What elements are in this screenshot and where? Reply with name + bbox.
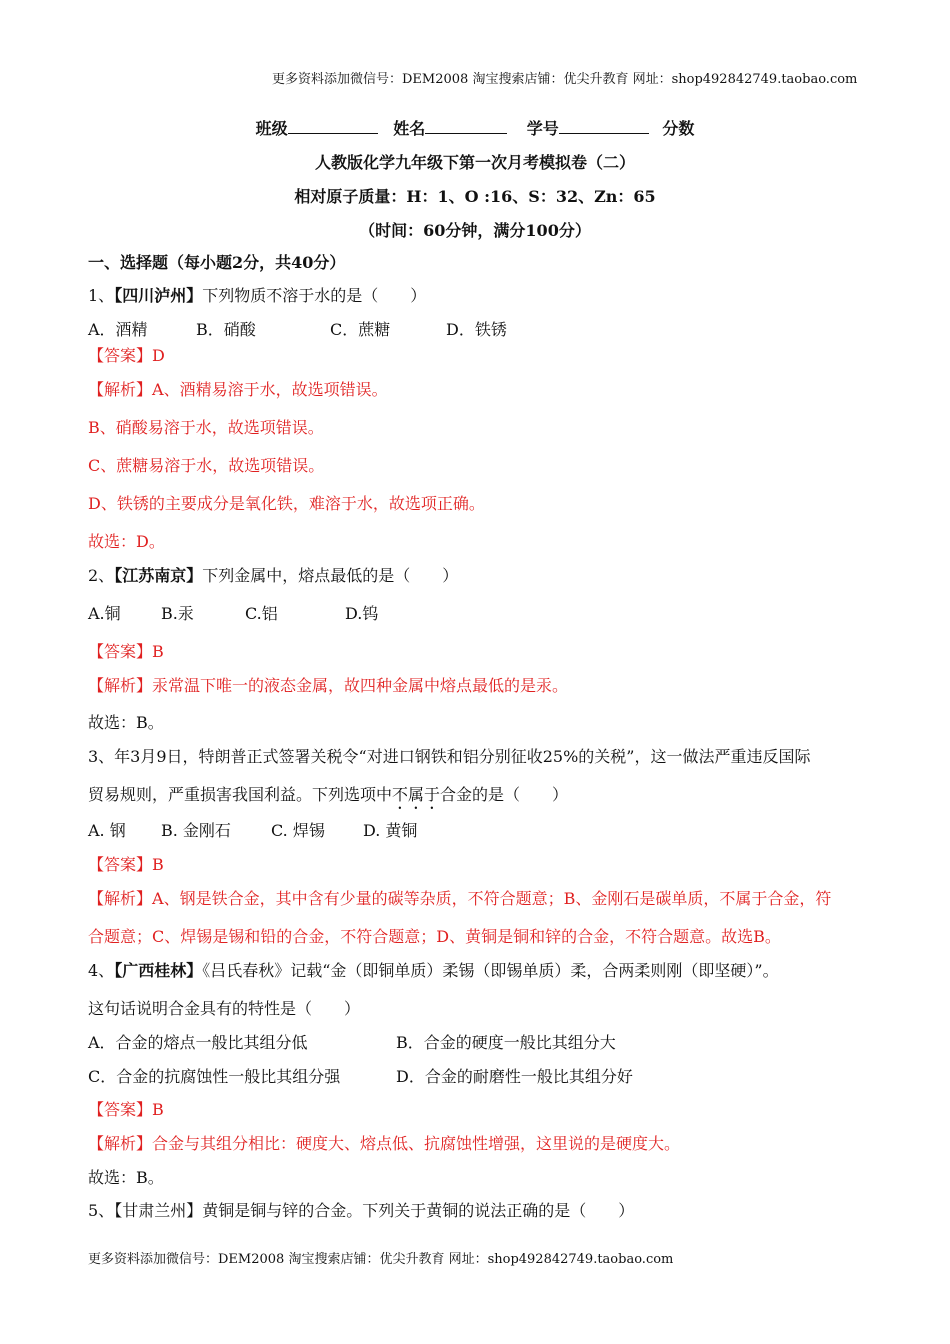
emphasis-text: 不属于	[392, 785, 441, 804]
question-source: 【四川泸州】	[114, 286, 203, 305]
time-line: （时间：60分钟，满分100分）	[359, 221, 591, 240]
question-3-line-2	[88, 784, 568, 813]
option-d: D. 黄铜	[363, 821, 418, 840]
option-b: B．合金的硬度一般比其组分大	[396, 1033, 616, 1052]
name-blank[interactable]	[425, 119, 507, 134]
answer-1	[88, 345, 165, 367]
question-number: 1、	[88, 286, 115, 305]
question-source: 【江苏南京】	[114, 566, 203, 585]
option-d: D.钨	[345, 604, 379, 623]
question-3-options	[88, 820, 417, 842]
class-label: 班级	[255, 119, 288, 138]
footer-note: 更多资料添加微信号：DEM2008 淘宝搜索店铺：优尖升教育 网址：shop492842749.taobao.com	[88, 1252, 674, 1267]
option-b: B．硝酸	[196, 320, 256, 339]
option-b: B. 金刚石	[161, 821, 231, 840]
question-4	[88, 960, 779, 982]
question-2-options	[88, 603, 378, 625]
answer-value: D	[152, 346, 165, 365]
score-label: 分数	[662, 119, 695, 138]
choose-1: 故选：D。	[88, 532, 165, 551]
question-4-line-2: 这句话说明合金具有的特性是（ ）	[88, 999, 361, 1018]
id-blank[interactable]	[559, 119, 649, 134]
option-c: C．蔗糖	[330, 320, 391, 339]
answer-4	[88, 1099, 164, 1121]
question-stem: 黄铜是铜与锌的合金。下列关于黄铜的说法正确的是（ ）	[202, 1201, 635, 1220]
question-number: 5、	[88, 1201, 115, 1220]
answer-value: B	[152, 855, 164, 874]
answer-tag: 【答案】	[88, 1100, 153, 1119]
answer-value: B	[152, 1100, 164, 1119]
analysis-tag: 【解析】	[88, 1134, 153, 1153]
question-stem: 下列物质不溶于水的是（ ）	[202, 286, 427, 305]
option-a: A．合金的熔点一般比其组分低	[88, 1033, 308, 1052]
option-c: C.铝	[245, 604, 278, 623]
analysis-1-b: B、硝酸易溶于水，故选项错误。	[88, 418, 324, 437]
question-2	[88, 565, 458, 587]
choose-4: 故选：B。	[88, 1168, 164, 1187]
analysis-3-b: 合题意；C、焊锡是锡和铅的合金，不符合题意；D、黄铜是铜和锌的合金，不符合题意。故选B。	[88, 927, 781, 946]
option-c: C．合金的抗腐蚀性一般比其组分强	[88, 1067, 341, 1086]
question-5	[88, 1200, 634, 1222]
question-stem: 下列金属中，熔点最低的是（ ）	[202, 566, 459, 585]
question-4-options-ab	[88, 1032, 616, 1054]
option-a: A.铜	[88, 604, 121, 623]
analysis-text: 合金与其组分相比：硬度大、熔点低、抗腐蚀性增强，这里说的是硬度大。	[152, 1134, 681, 1153]
choose-2: 故选：B。	[88, 713, 164, 732]
question-number: 2、	[88, 566, 115, 585]
atomic-mass-line: 相对原子质量：H：1、O :16、S：32、Zn：65	[294, 187, 656, 206]
section-heading: 一、选择题（每小题2分，共40分）	[88, 253, 346, 272]
question-source: 【甘肃兰州】	[114, 1201, 203, 1220]
option-d: D．铁锈	[446, 320, 507, 339]
analysis-tag: 【解析】	[88, 676, 153, 695]
option-c: C. 焊锡	[271, 821, 325, 840]
header-note: 更多资料添加微信号：DEM2008 淘宝搜索店铺：优尖升教育 网址：shop492842749.taobao.com	[272, 72, 858, 87]
id-label: 学号	[526, 119, 559, 138]
option-b: B.汞	[161, 604, 194, 623]
question-source: 【广西桂林】	[114, 961, 203, 980]
analysis-text: A、钢是铁合金，其中含有少量的碳等杂质，不符合题意；B、金刚石是碳单质，不属于合金，符	[152, 889, 832, 908]
analysis-4	[88, 1133, 680, 1155]
option-a: A. 钢	[88, 821, 126, 840]
name-label: 姓名	[393, 119, 426, 138]
stem-text: 贸易规则，严重损害我国利益。下列选项中	[88, 785, 393, 804]
option-d: D．合金的耐磨性一般比其组分好	[396, 1067, 633, 1086]
analysis-tag: 【解析】	[88, 380, 153, 399]
answer-tag: 【答案】	[88, 642, 153, 661]
student-info-line	[0, 116, 950, 139]
stem-text: 合金的是（ ）	[440, 785, 569, 804]
analysis-tag: 【解析】	[88, 889, 153, 908]
analysis-2	[88, 675, 568, 697]
question-1-options	[88, 319, 507, 341]
option-a: A．酒精	[88, 320, 148, 339]
analysis-1	[88, 379, 388, 401]
answer-value: B	[152, 642, 164, 661]
question-stem: 《吕氏春秋》记载“金（即铜单质）柔锡（即锡单质）柔，合两柔则刚（即坚硬）”。	[202, 961, 779, 980]
exam-title: 人教版化学九年级下第一次月考模拟卷（二）	[314, 153, 635, 172]
question-3: 3、年3月9日，特朗普正式签署关税令“对进口钢铁和铝分别征收25%的关税”，这一做法严重违反国际	[88, 747, 811, 766]
answer-tag: 【答案】	[88, 346, 153, 365]
analysis-text: A、酒精易溶于水，故选项错误。	[152, 380, 388, 399]
question-number: 4、	[88, 961, 115, 980]
class-blank[interactable]	[288, 119, 378, 134]
question-4-options-cd	[88, 1066, 633, 1088]
analysis-1-c: C、蔗糖易溶于水，故选项错误。	[88, 456, 325, 475]
answer-3	[88, 854, 164, 876]
answer-tag: 【答案】	[88, 855, 153, 874]
analysis-1-d: D、铁锈的主要成分是氧化铁，难溶于水，故选项正确。	[88, 494, 485, 513]
answer-2	[88, 641, 164, 663]
analysis-text: 汞常温下唯一的液态金属，故四种金属中熔点最低的是汞。	[152, 676, 569, 695]
question-1	[88, 285, 426, 307]
analysis-3	[88, 888, 831, 910]
